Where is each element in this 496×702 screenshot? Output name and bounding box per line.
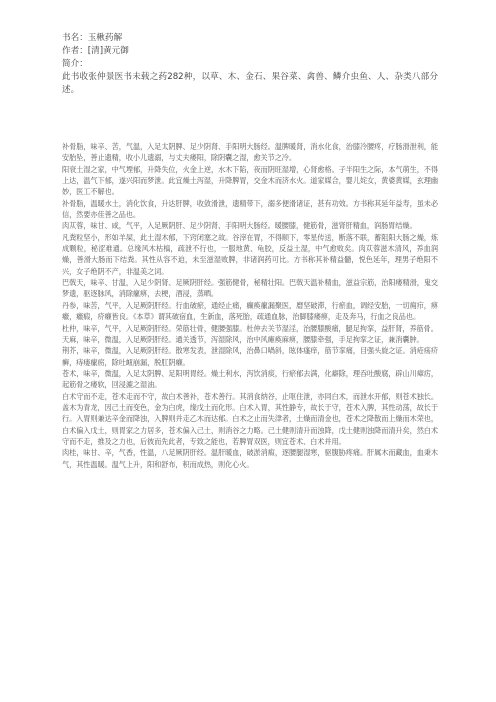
book-author: 作者：[清]黄元御 [62, 46, 129, 56]
entry-baizhu-cangzhu-note: 白术守而不走，苍术走而不守，故白术善补，苍术善行。其消食纳谷，止呕住泄，亦同白术，而泄水开郁，则苍术独长。盖木为青龙，因己土而变色，金为白虎，缘戊土而化形。白术入胃，其性静专，故长于守，苍术入脾，其性动荡，故长于行。入胃则兼达辛金而降浊，入脾则并走乙木而达郁。白术之止而失津者，土燥而清金也，苍术之降散而上燥而木荣也，白术偏入戊土，则胃家之力居多，苍术偏入己土，则消谷之力略。己土健则清升而浊降，戊土健则浊降而清升矣，然白术守而不走，推及之力也，后彼而先此者，专致之能也，若脾胃双医，则宜苍术、白术并用。 [62, 391, 438, 446]
entry-rougui: 肉桂，味甘、辛，气香，性温，八足厥阴肝经。温肝暖血，破淤消瘕，逐腰腿湿寒，驱腹胁疼痛。肝属木而藏血，血秉木气，其性温暖。温气上升，阳和舒布，积而成热，则化心火。 [62, 448, 438, 469]
entry-jingjie: 荆芥，味辛，微温，入足厥阴肝经。散寒发表，泄湿除风，治鼻口喎斜，眩体瘙痒，筋节挛痛，目强头旋之证。消疮疡疥癣，痔瘘瘰疬，除吐衄崩漏，脱肛阴癞。 [62, 346, 438, 367]
entry-roucongrong-note: 凡粪粒坚小，形如羊屎，此土湿木郁，下窍闭塞之故。谷滓在胃，不得顺下，零星传送，断落不联，蓄阻阳大肠之燥，炼成颗粒，秘涩难通。总缘风木枯槁，疏泄不行也，一服地黄、龟胶，反益土湿，中气愈败矣。肉苁蓉滋木清风，养血润燥，善滑大肠而下结粪。其性从容不迫，未至滋湿败脾，非诸润药可比。方书称其补精益髓，悦色延年，理男子绝阳不兴，女子绝阴不产，非温美之词。 [62, 232, 438, 276]
entries-list [62, 141, 438, 470]
entry-buguzhi: 补骨脂，味辛、苦，气温，入足太阴脾、足少阴肾、手阳明大肠经。温脾暖肾，消水化食，治膝冷腰疼，疗肠滑泄利，能安胎坠，善止遗精，收小儿遗溺，与丈夫痿阳，除阴囊之湿，愈关节之冷。 [62, 142, 438, 163]
book-title: 书名：玉楸药解 [62, 33, 123, 43]
entry-danshen: 丹参，味苦，气平，入足厥阴肝经。行血破瘀，通经止痛，癫痪瘰漏聚医，磨坚破滞，行瘀血，调经安胎，一切痈疖，痹癥，癥瘕，疥癞皆良。《本草》谓其破宿血，生新血，落死胎，疏通血脉，治脚膝痿痹，走及奔马，行血之良品也。 [62, 300, 438, 322]
entry-duzhong: 杜仲，味辛，气平，入足厥阴肝经。荣筋壮骨，健腰强膝。杜仲去关节湿淫，治腰膝酸痛，腿足拘挛，益肝肾，养筋骨。 [62, 323, 438, 333]
entry-tianma: 天麻，味辛，微温，入足厥阴肝经。通关透节，泻湿除风，治中风瘫痪麻痹，腰膝牵强，手足拘挛之证，兼消囊肿。 [62, 334, 424, 344]
intro-text: 此书收张仲景医书未载之药282种，以草、木、金石、果谷菜、禽兽、鳞介虫鱼、人、杂类八部分述。 [62, 72, 438, 95]
entry-yangshuai-note: 阳衰土湿之家，中气堙郁，升降失位，火金上逆，水木下陷，夜而阴旺湿增，心肾愈格。子半阳生之际，本气萌生，不得上达，温气下郁，遂兴阳而梦泄。此宜燥土泻湿，升降脾胃，交金木而济水火。道家媒合，婴儿姹女，黄婆黄媒，玄理幽妙，医工不解也。 [62, 164, 438, 197]
entry-buguzhi-summary: 补骨脂，温暖水土，消化饮食，升达肝脾，收敛滑泄，遗精带下，溺多便滑诸证，甚有功效。方书称其延年益寿，虽未必信，然要亦佳善之品也。 [62, 198, 438, 220]
entry-roucongrong: 肉苁蓉，味甘、咸，气平，入足厥阴肝、足少阴肾、手阳明大肠经。暖腰膝，健筋骨，滋肾肝精血，润肠胃结燥。 [62, 221, 417, 231]
entry-bajitian: 巴戟天，味辛、甘温，入足少阴肾、足厥阴肝经。强筋健骨，秘精壮阳。巴戟天温补精血，滋益宗筋，治阳痿精滑，鬼交梦遗，驱逐脉风，消除瘰痹，去梗，酒浸，蒸晒。 [62, 278, 438, 299]
entry-cangzhu: 苍术，味辛，微温，入足太阴脾、足阳明胃经。燥土利水，泻饮消痰，行瘀郁去满，化癖除，理吞吐酸腐，辟山川瘴疠，起筋骨之痿软，回浸漉之湿油。 [62, 368, 438, 390]
intro-label: 简介： [62, 59, 88, 69]
document-page [62, 32, 438, 470]
